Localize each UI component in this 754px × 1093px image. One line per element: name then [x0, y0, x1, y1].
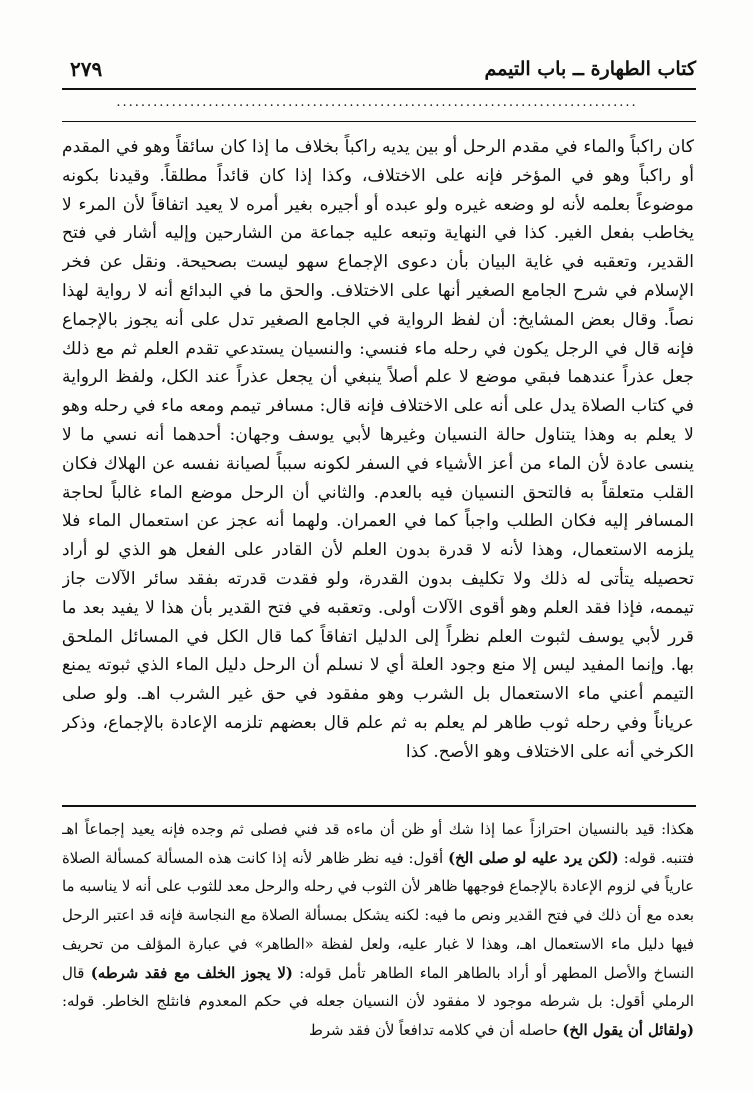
- footnote-rule: [62, 805, 696, 807]
- footnote: [62, 816, 694, 1066]
- main-text: كان راكباً والماء في مقدم الرحل أو بين يديه راكباً بخلاف ما إذا كان سائقاً وهو في المقدم أو راكباً وهو في المؤخر فإنه على الاختلاف، وكذا إذا كان قائداً مطلقاً. وقيدنا بكونه موضوعاً بعلمه لأنه لو وضعه غيره ولو عبده أو أجيره بغير أمره لا يعيد اتفاقاً لأن المرء لا يخاطب بفعل الغير. كذا في النهاية وتبعه عليه جماعة من الشارحين وإليه أشار في فتح القدير، وتعقبه في غاية البيان بأن دعوى الإجماع سهو ليست بصحيحة. ونقل عن فخر الإسلام في شرح الجامع الصغير أنها على الاختلاف. والحق ما في البدائع أنه لا رواية لهذا نصاً. وقال بعض المشايخ: أن لفظ الرواية في الجامع الصغير تدل على أنه يجوز بالإجماع فإنه قال في الرجل يكون في رحله ماء فنسي: والنسيان يستدعي تقدم العلم ثم مع ذلك جعل عذراً عندهما فبقي موضع لا علم أصلاً ينبغي أن يجعل عذراً عند الكل، ولفظ الرواية في كتاب الصلاة يدل على أنه على الاختلاف فإنه قال: مسافر تيمم ومعه ماء في رحله وهو لا يعلم به وهذا يتناول حالة النسيان وغيرها لأبي يوسف وجهان: أحدهما أنه نسي ما لا ينسى عادة لأن الماء من أعز الأشياء في السفر لكونه سبباً لصيانة نفسه عن الهلاك فكان القلب متعلقاً به فالتحق النسيان فيه بالعدم. والثاني أن الرحل موضع الماء غالباً لحاجة المسافر إليه فكان الطلب واجباً كما في العمران. ولهما أنه عجز عن استعمال الماء فلا يلزمه الاستعمال، وهذا لأنه لا قدرة بدون العلم لأن القادر على الفعل هو الذي لو أراد تحصيله يتأتى له ذلك ولا تكليف بدون القدرة، ولو فقدت قدرته بفقد سائر الآلات جاز تيممه، فإذا فقد العلم وهو أقوى الآلات أولى. وتعقبه في فتح القدير بأن هذا لا يفيد بعد ما قرر لأبي يوسف لثبوت العلم نظراً إلى الدليل اتفاقاً كما قال الكل في المسائل الملحق بها. وإنما المفيد ليس إلا منع وجود العلة أي لا نسلم أن الرحل دليل الماء الذي ثبوته يمنع التيمم أعني ماء الاستعمال بل الشرب وهو مفقود في حق غير الشرب اهـ. ولو صلى عرياناً وفي رحله ثوب طاهر لم يعلم به ثم علم قال بعضهم تلزمه الإعادة بالإجماع، وذكر الكرخي أنه على الاختلاف وهو الأصح. كذا: [62, 137, 694, 762]
- footnote-quote-1: (لكن يرد عليه لو صلى الخ): [448, 849, 619, 867]
- footnote-text-3: قال الرملي أقول: بل شرطه موجود لا مفقود لأن النسيان جعله في حكم المعدوم فانثلج الخاطر. قوله:: [62, 964, 694, 1011]
- page-header: [70, 52, 696, 86]
- separator-dots: .....................................................................................: [116, 95, 638, 109]
- footnote-quote-2: (لا يجوز الخلف مع فقد شرطه): [90, 964, 293, 982]
- footnote-text-1: هكذا: قيد بالنسيان احترازاً عما إذا شك أو ظن أن ماءه قد فني فصلى ثم وجده فإنه يعيد إجماعاً اهـ فتنبه. قوله:: [62, 821, 694, 867]
- running-title: كتاب الطهارة ــ باب التيمم: [484, 58, 696, 80]
- text-rule: [62, 121, 696, 122]
- footnote-text-2: أقول: فيه نظر ظاهر لأنه إذا كانت هذه المسألة كمسألة الصلاة عارياً في لزوم الإعادة بالإجماع فوجهها ظاهر لأن الثوب في رحله والرحل معد للثوب على أنه لا يناسبه ما بعده مع أن ذلك في فتح القدير ونص ما فيه: لكنه يشكل بمسألة الصلاة مع النجاسة فإنه قد اعتبر الرحل فيها دليل ماء الاستعمال اهـ، وهذا لا غبار عليه، ولعل لفظة «الطاهر» في عبارة المؤلف من تحريف النساخ والأصل المطهر أو أراد بالطاهر الماء الطاهر تأمل قوله:: [62, 849, 694, 982]
- page-number: ٢٧٩: [70, 57, 103, 81]
- footnote-quote-3: (ولقائل أن يقول الخ): [562, 1021, 694, 1039]
- header-rule: [62, 88, 696, 90]
- footnote-text-4: حاصله أن في كلامه تدافعاً لأن فقد شرط: [309, 1021, 563, 1039]
